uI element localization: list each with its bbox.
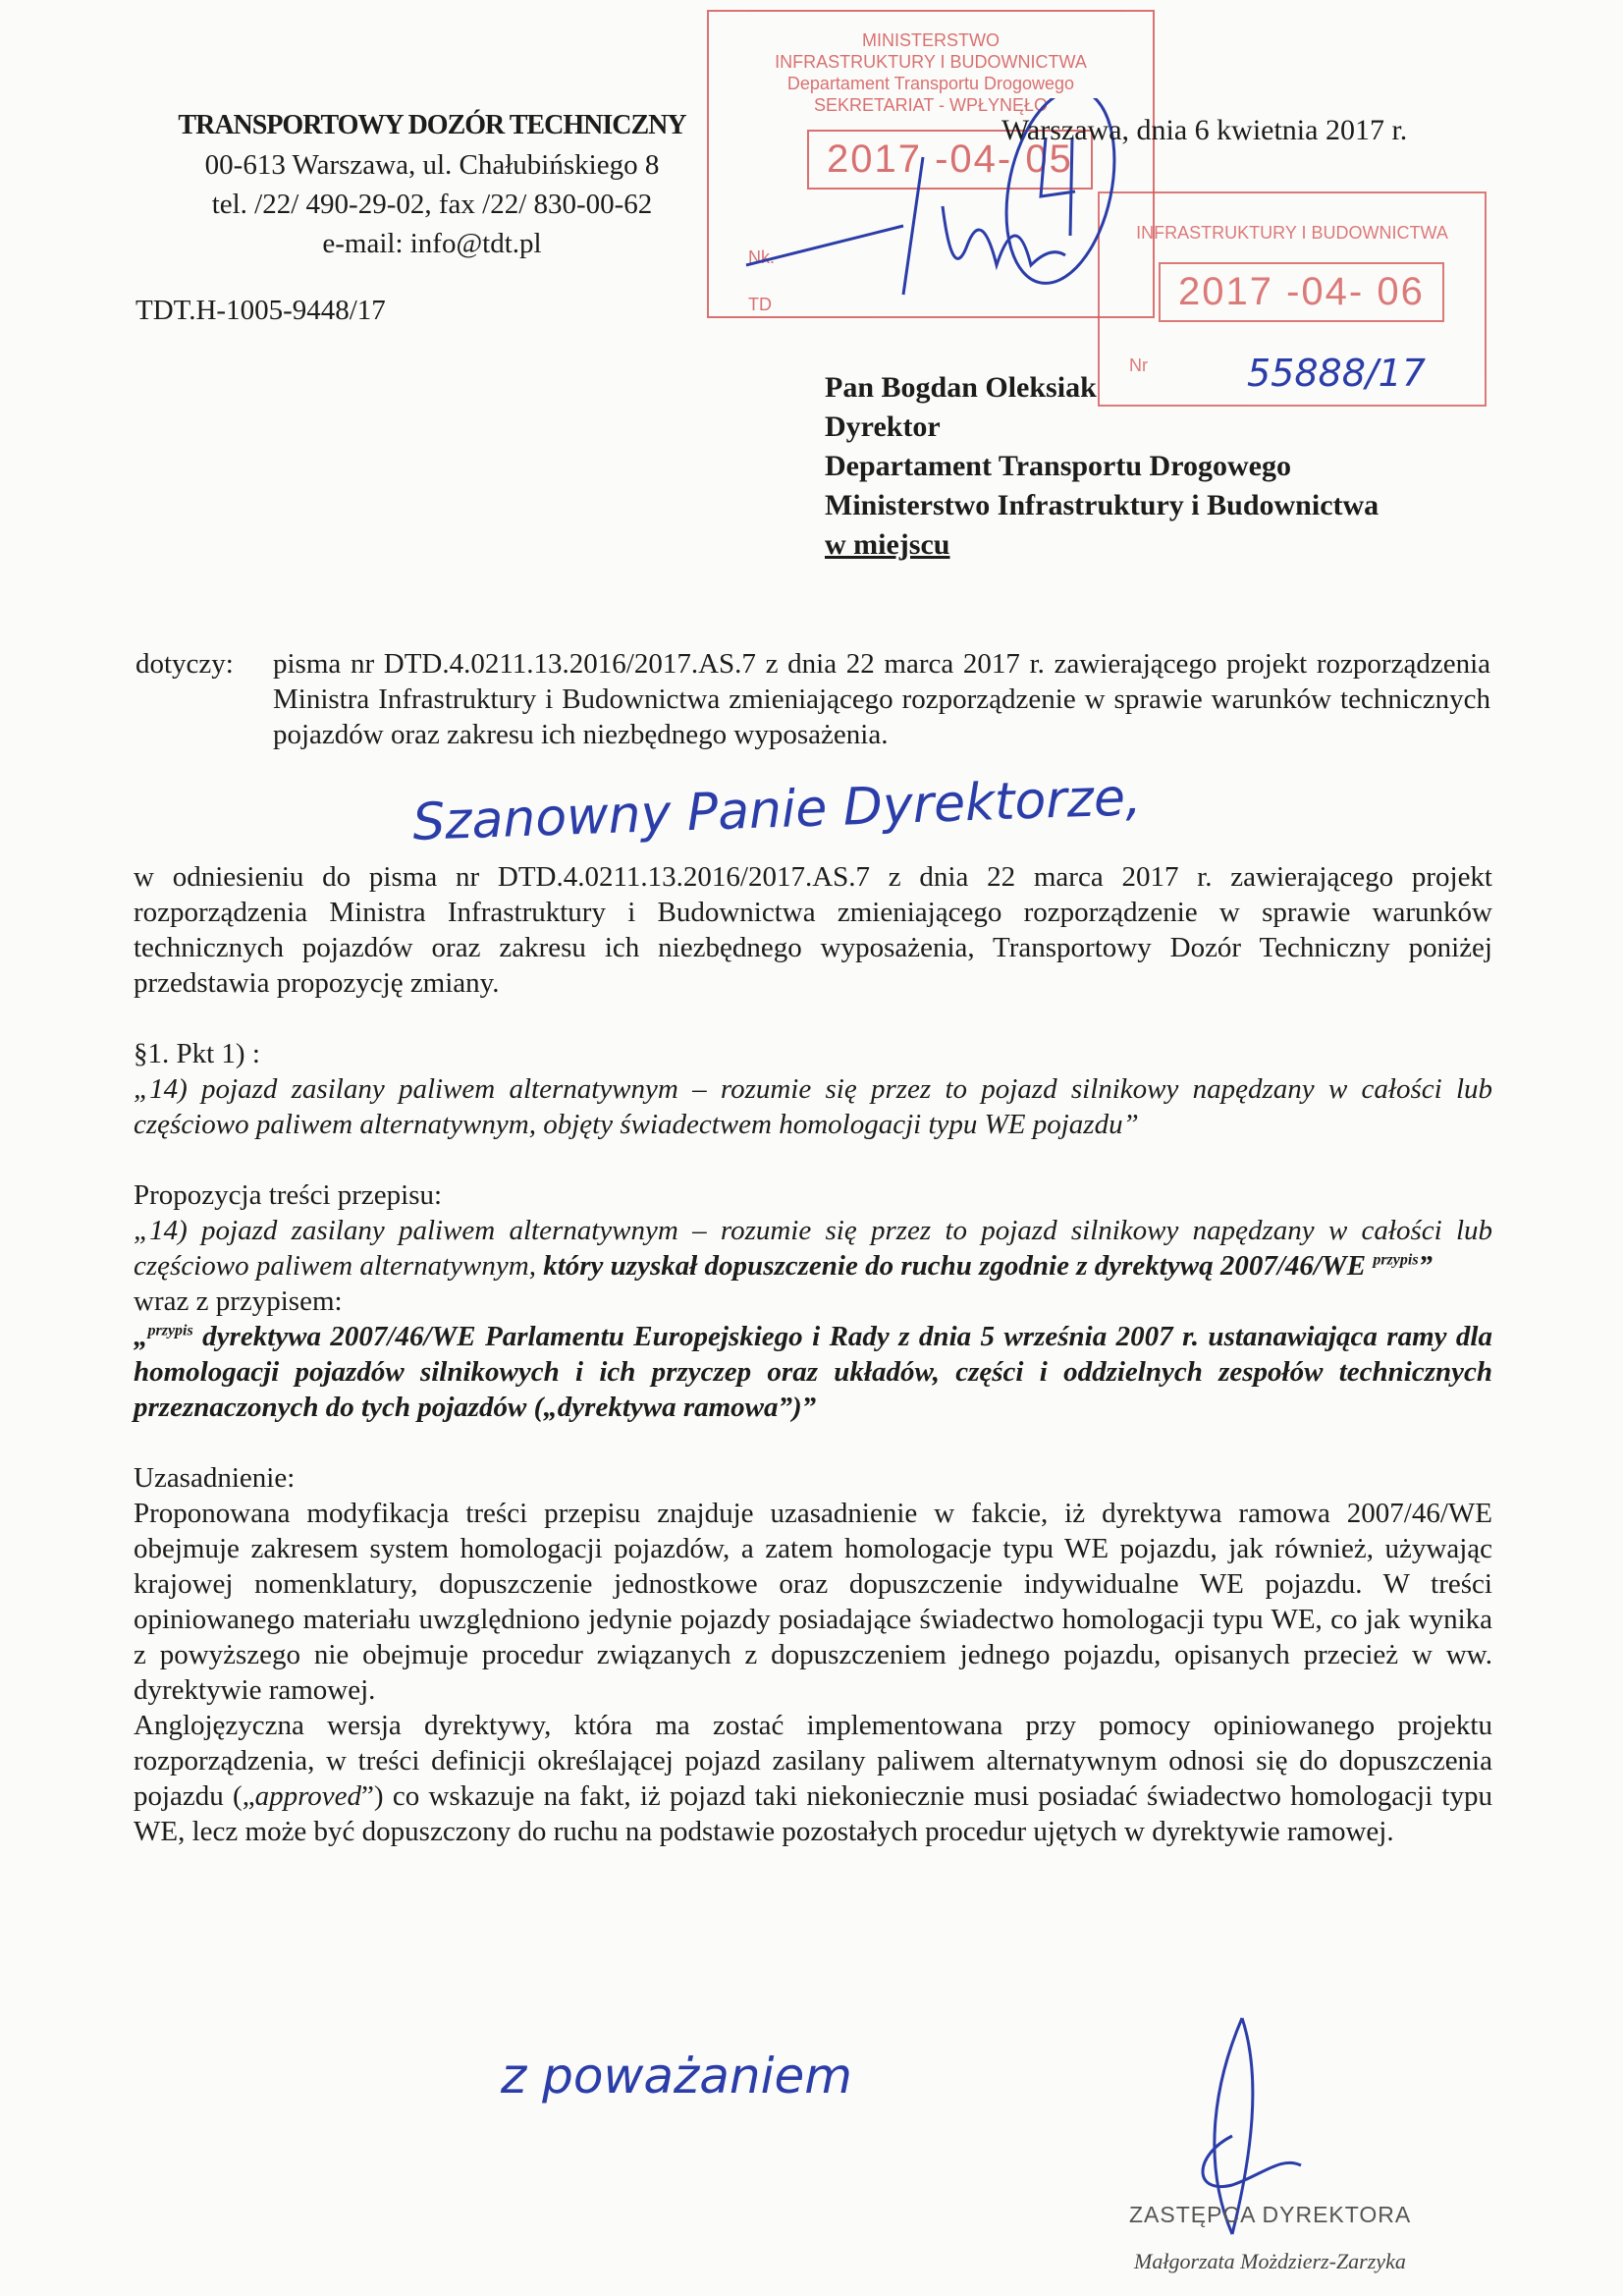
- signatory-name: Małgorzata Możdzierz-Zarzyka: [1134, 2249, 1406, 2273]
- sender-address: 00-613 Warszawa, ul. Chałubińskiego 8: [204, 149, 660, 181]
- footnote-mark: przypis: [147, 1322, 193, 1339]
- sender-phone: tel. /22/ 490-29-02, fax /22/ 830-00-62: [211, 189, 653, 220]
- stamp-nk-label: Nk.: [748, 247, 775, 267]
- recipient-role: Dyrektor: [825, 410, 941, 443]
- intro-paragraph: w odniesieniu do pisma nr DTD.4.0211.13.2016/2017.AS.7 z dnia 22 marca 2017 r. zawierającego projekt rozporządzenia Ministra Infrastruktury i Budownictwa zmieniającego rozporządzenie w sprawie warunków technicznych pojazdów oraz zakresu ich niezbędnego wyposażenia, Transportowy Dozór Techniczny poniżej przedstawia propozycję zmiany.: [134, 861, 1492, 999]
- stamp-line-2: INFRASTRUKTURY I BUDOWNICTWA: [775, 52, 1087, 72]
- justification-2-italic: approved: [254, 1780, 362, 1812]
- recipient-dept: Departament Transportu Drogowego: [825, 450, 1291, 482]
- sender-block: [137, 106, 727, 263]
- proposal-footnote-mark: przypis: [1373, 1251, 1419, 1269]
- sender-org: TRANSPORTOWY DOZÓR TECHNICZNY: [178, 110, 686, 140]
- justification-paragraph-2: [134, 1708, 1492, 1849]
- recipient-name: Pan Bogdan Oleksiak: [825, 371, 1097, 404]
- original-provision-quote: „14) pojazd zasilany paliwem alternatywnym – rozumie się przez to pojazd silnikowy napędzany w całości lub częściowo paliwem alternatywnym, objęty świadectwem homologacji typu WE pojazdu”: [134, 1073, 1492, 1140]
- stamp-line-1: MINISTERSTWO: [862, 30, 1000, 50]
- footnote-content: dyrektywa 2007/46/WE Parlamentu Europejskiego i Rady z dnia 5 września 2007 r. ustanawiająca ramy dla homologacji pojazdów silnikowych i ich przyczep oraz układów, części i oddzielnych zespołów technicznych przeznaczonych do tych pojazdów („dyrektywa ramowa”)”: [134, 1321, 1492, 1423]
- date-line: Warszawa, dnia 6 kwietnia 2017 r.: [1001, 114, 1408, 146]
- recipient-ministry: Ministerstwo Infrastruktury i Budownictwa: [825, 489, 1380, 521]
- proposal-end-quote: ”: [1418, 1250, 1434, 1282]
- sender-email: e-mail: info@tdt.pl: [322, 228, 542, 259]
- stamp-line-4: SEKRETARIAT - WPŁYNĘŁO: [813, 95, 1049, 115]
- justification-paragraph-1: Proponowana modyfikacja treści przepisu znajduje uzasadnienie w fakcie, iż dyrektywa ramowa 2007/46/WE obejmuje zakresem system homologacji pojazdów, a zatem homologacje typu WE pojazdu, jak również, używając krajowej nomenklatury, dopuszczenie jednostkowe oraz dopuszczenie indywidualne WE pojazdu. W treści opiniowanego materiału uwzględniono jedynie pojazdy posiadające świadectwo homologacji typu WE, co jak wynika z powyższego nie obejmuje procedur związanych z dopuszczeniem jednego pojazdu, opisanych przecież w ww. dyrektywie ramowej.: [134, 1498, 1492, 1706]
- footnote-intro: wraz z przypisem:: [134, 1285, 343, 1317]
- subject-text: pisma nr DTD.4.0211.13.2016/2017.AS.7 z dnia 22 marca 2017 r. zawierającego projekt rozporządzenia Ministra Infrastruktury i Budownictwa zmieniającego rozporządzenie w sprawie warunków technicznych pojazdów oraz zakresu ich niezbędnego wyposażenia.: [273, 648, 1490, 750]
- stamp-date: 2017 -04- 05: [807, 130, 1093, 190]
- stamp-td-label: TD: [748, 295, 772, 314]
- justification-label: Uzasadnienie:: [134, 1462, 296, 1494]
- proposal-label: Propozycja treści przepisu:: [134, 1179, 443, 1211]
- proposal-bold: który uzyskał dopuszczenie do ruchu zgodnie z dyrektywą 2007/46/WE: [543, 1250, 1367, 1282]
- proposal-plain: „14) pojazd zasilany paliwem alternatywnym – rozumie się przez to pojazd silnikowy napędzany w całości lub częściowo paliwem alternatywnym,: [134, 1215, 1492, 1282]
- proposal-text: [134, 1213, 1492, 1284]
- stamp-line-3: Departament Transportu Drogowego: [786, 74, 1075, 93]
- recipient-place: w miejscu: [825, 528, 950, 561]
- handwritten-closing: z poważaniem: [501, 2048, 852, 2105]
- signatory-title: ZASTĘPCA DYREKTORA: [1129, 2202, 1412, 2227]
- handwritten-salutation: Szanowny Panie Dyrektorze,: [411, 768, 1143, 852]
- letter-body: [134, 859, 1492, 1849]
- justification-2a: Anglojęzyczna wersja dyrektywy, która ma zostać implementowana przy pomocy opiniowanego projektu rozporządzenia, w treści definicji określającej pojazd zasilany paliwem alternatywnym odnosi się do dopuszczenia pojazdu („: [134, 1710, 1492, 1812]
- justification-2b: ”) co wskazuje na fakt, iż pojazd taki niekoniecznie musi posiadać świadectwo homologacji typu WE, lecz może być dopuszczony do ruchu na podstawie pozostałych procedur ujętych w dyrektywie ramowej.: [134, 1780, 1492, 1847]
- handwritten-registration-number: 55888/17: [1247, 352, 1427, 395]
- reference-number: TDT.H-1005-9448/17: [135, 295, 386, 326]
- recipient-block: [825, 368, 1379, 565]
- stamp2-date: 2017 -04- 06: [1159, 262, 1444, 322]
- subject-label: dotyczy:: [135, 648, 234, 680]
- subject-block: [135, 646, 1490, 752]
- stamp2-nr-label: Nr: [1129, 355, 1148, 375]
- section-label: §1. Pkt 1) :: [134, 1038, 260, 1069]
- footnote-text: [134, 1319, 1492, 1425]
- stamp2-line-1: INFRASTRUKTURY I BUDOWNICTWA: [1136, 223, 1448, 243]
- footnote-open-quote: „: [134, 1321, 148, 1352]
